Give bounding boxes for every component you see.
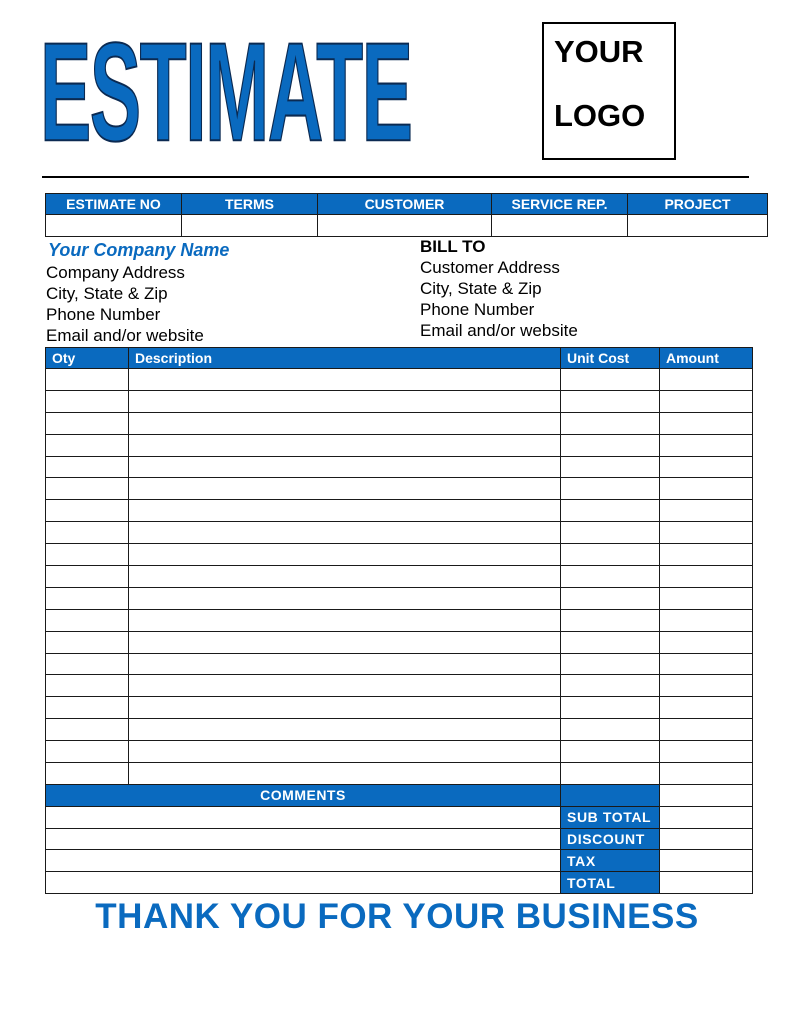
customer-city: City, State & Zip [420, 279, 542, 298]
amount-cell[interactable] [660, 741, 753, 763]
total-value[interactable] [660, 872, 753, 894]
company-email: Email and/or website [46, 326, 204, 345]
customer-header: CUSTOMER [318, 194, 492, 215]
unit-cost-cell[interactable] [561, 587, 660, 609]
description-cell[interactable] [129, 719, 561, 741]
amount-cell[interactable] [660, 653, 753, 675]
amount-cell[interactable] [660, 390, 753, 412]
document-title: ESTIMATE [40, 14, 412, 172]
amount-cell[interactable] [660, 412, 753, 434]
qty-cell[interactable] [46, 522, 129, 544]
line-item-row [46, 763, 753, 785]
unit-cost-cell[interactable] [561, 369, 660, 391]
description-cell[interactable] [129, 369, 561, 391]
estimate-meta-table [45, 193, 768, 237]
description-cell[interactable] [129, 741, 561, 763]
line-item-row [46, 697, 753, 719]
qty-header: Oty [46, 348, 129, 369]
comments-line[interactable] [46, 872, 561, 894]
qty-cell[interactable] [46, 390, 129, 412]
line-item-row [46, 609, 753, 631]
bill-to-info [420, 237, 578, 341]
bill-to-heading: BILL TO [420, 237, 486, 256]
project-header: PROJECT [628, 194, 768, 215]
sub-total-label: SUB TOTAL [561, 806, 660, 828]
description-cell[interactable] [129, 478, 561, 500]
qty-cell[interactable] [46, 763, 129, 785]
amount-cell[interactable] [660, 456, 753, 478]
total-label: TOTAL [561, 872, 660, 894]
company-name: Your Company Name [48, 240, 230, 260]
qty-cell[interactable] [46, 566, 129, 588]
description-cell[interactable] [129, 566, 561, 588]
amount-cell[interactable] [660, 609, 753, 631]
qty-cell[interactable] [46, 719, 129, 741]
thank-you-message: THANK YOU FOR YOUR BUSINESS [95, 897, 699, 936]
unit-cost-cell[interactable] [561, 609, 660, 631]
sub-total-value[interactable] [660, 806, 753, 828]
qty-cell[interactable] [46, 697, 129, 719]
description-cell[interactable] [129, 631, 561, 653]
estimate-no-header: ESTIMATE NO [46, 194, 182, 215]
amount-cell[interactable] [660, 478, 753, 500]
line-item-row [46, 522, 753, 544]
unit-cost-cell[interactable] [561, 697, 660, 719]
line-item-row [46, 434, 753, 456]
amount-cell[interactable] [660, 631, 753, 653]
unit-cost-cell[interactable] [561, 456, 660, 478]
amount-cell[interactable] [660, 719, 753, 741]
totals-table [45, 784, 753, 894]
qty-cell[interactable] [46, 412, 129, 434]
customer-phone: Phone Number [420, 300, 535, 319]
line-item-row [46, 390, 753, 412]
logo-line-2: LOGO [554, 98, 646, 133]
qty-cell[interactable] [46, 741, 129, 763]
comments-line[interactable] [46, 806, 561, 828]
description-cell[interactable] [129, 763, 561, 785]
service-rep-header: SERVICE REP. [492, 194, 628, 215]
description-cell[interactable] [129, 544, 561, 566]
company-info [46, 240, 229, 346]
customer-address: Customer Address [420, 258, 560, 277]
description-cell[interactable] [129, 456, 561, 478]
qty-cell[interactable] [46, 456, 129, 478]
discount-value[interactable] [660, 828, 753, 850]
unit-cost-cell[interactable] [561, 566, 660, 588]
description-cell[interactable] [129, 609, 561, 631]
unit-cost-header: Unit Cost [561, 348, 660, 369]
description-cell[interactable] [129, 522, 561, 544]
line-item-row [46, 741, 753, 763]
company-phone: Phone Number [46, 305, 161, 324]
amount-cell[interactable] [660, 697, 753, 719]
amount-cell[interactable] [660, 675, 753, 697]
qty-cell[interactable] [46, 609, 129, 631]
unit-cost-cell[interactable] [561, 434, 660, 456]
customer-field[interactable] [318, 215, 492, 237]
line-item-row [46, 653, 753, 675]
totals-header-cell [561, 785, 660, 807]
line-item-row [46, 566, 753, 588]
customer-email: Email and/or website [420, 321, 578, 340]
description-cell[interactable] [129, 434, 561, 456]
service-rep-field[interactable] [492, 215, 628, 237]
amount-header: Amount [660, 348, 753, 369]
qty-cell[interactable] [46, 653, 129, 675]
line-item-row [46, 500, 753, 522]
qty-cell[interactable] [46, 478, 129, 500]
unit-cost-cell[interactable] [561, 675, 660, 697]
qty-cell[interactable] [46, 587, 129, 609]
amount-cell[interactable] [660, 500, 753, 522]
amount-cell[interactable] [660, 522, 753, 544]
estimate-no-field[interactable] [46, 215, 182, 237]
totals-header-value [660, 785, 753, 807]
qty-cell[interactable] [46, 631, 129, 653]
description-cell[interactable] [129, 390, 561, 412]
description-cell[interactable] [129, 500, 561, 522]
comments-line[interactable] [46, 850, 561, 872]
qty-cell[interactable] [46, 544, 129, 566]
line-item-row [46, 587, 753, 609]
unit-cost-cell[interactable] [561, 544, 660, 566]
amount-cell[interactable] [660, 434, 753, 456]
line-item-row [46, 675, 753, 697]
description-header: Description [129, 348, 561, 369]
discount-label: DISCOUNT [561, 828, 660, 850]
logo-line-1: YOUR [554, 34, 644, 69]
tax-label: TAX [561, 850, 660, 872]
unit-cost-cell[interactable] [561, 500, 660, 522]
unit-cost-cell[interactable] [561, 653, 660, 675]
unit-cost-cell[interactable] [561, 522, 660, 544]
description-cell[interactable] [129, 697, 561, 719]
unit-cost-cell[interactable] [561, 478, 660, 500]
header-divider [42, 176, 749, 178]
unit-cost-cell[interactable] [561, 763, 660, 785]
unit-cost-cell[interactable] [561, 719, 660, 741]
line-item-row [46, 719, 753, 741]
project-field[interactable] [628, 215, 768, 237]
description-cell[interactable] [129, 675, 561, 697]
terms-header: TERMS [182, 194, 318, 215]
logo-placeholder [542, 22, 676, 160]
line-item-row [46, 369, 753, 391]
line-item-row [46, 456, 753, 478]
description-cell[interactable] [129, 653, 561, 675]
amount-cell[interactable] [660, 544, 753, 566]
unit-cost-cell[interactable] [561, 631, 660, 653]
company-address: Company Address [46, 263, 185, 282]
amount-cell[interactable] [660, 566, 753, 588]
tax-value[interactable] [660, 850, 753, 872]
company-city: City, State & Zip [46, 284, 168, 303]
unit-cost-cell[interactable] [561, 412, 660, 434]
line-item-row [46, 544, 753, 566]
amount-cell[interactable] [660, 587, 753, 609]
line-item-row [46, 631, 753, 653]
description-cell[interactable] [129, 412, 561, 434]
qty-cell[interactable] [46, 434, 129, 456]
comments-header: COMMENTS [46, 785, 561, 807]
qty-cell[interactable] [46, 369, 129, 391]
terms-field[interactable] [182, 215, 318, 237]
qty-cell[interactable] [46, 500, 129, 522]
amount-cell[interactable] [660, 369, 753, 391]
line-items-body [46, 369, 753, 785]
description-cell[interactable] [129, 587, 561, 609]
line-item-row [46, 412, 753, 434]
comments-line[interactable] [46, 828, 561, 850]
unit-cost-cell[interactable] [561, 390, 660, 412]
amount-cell[interactable] [660, 763, 753, 785]
unit-cost-cell[interactable] [561, 741, 660, 763]
line-item-row [46, 478, 753, 500]
qty-cell[interactable] [46, 675, 129, 697]
line-items-table [45, 347, 753, 785]
